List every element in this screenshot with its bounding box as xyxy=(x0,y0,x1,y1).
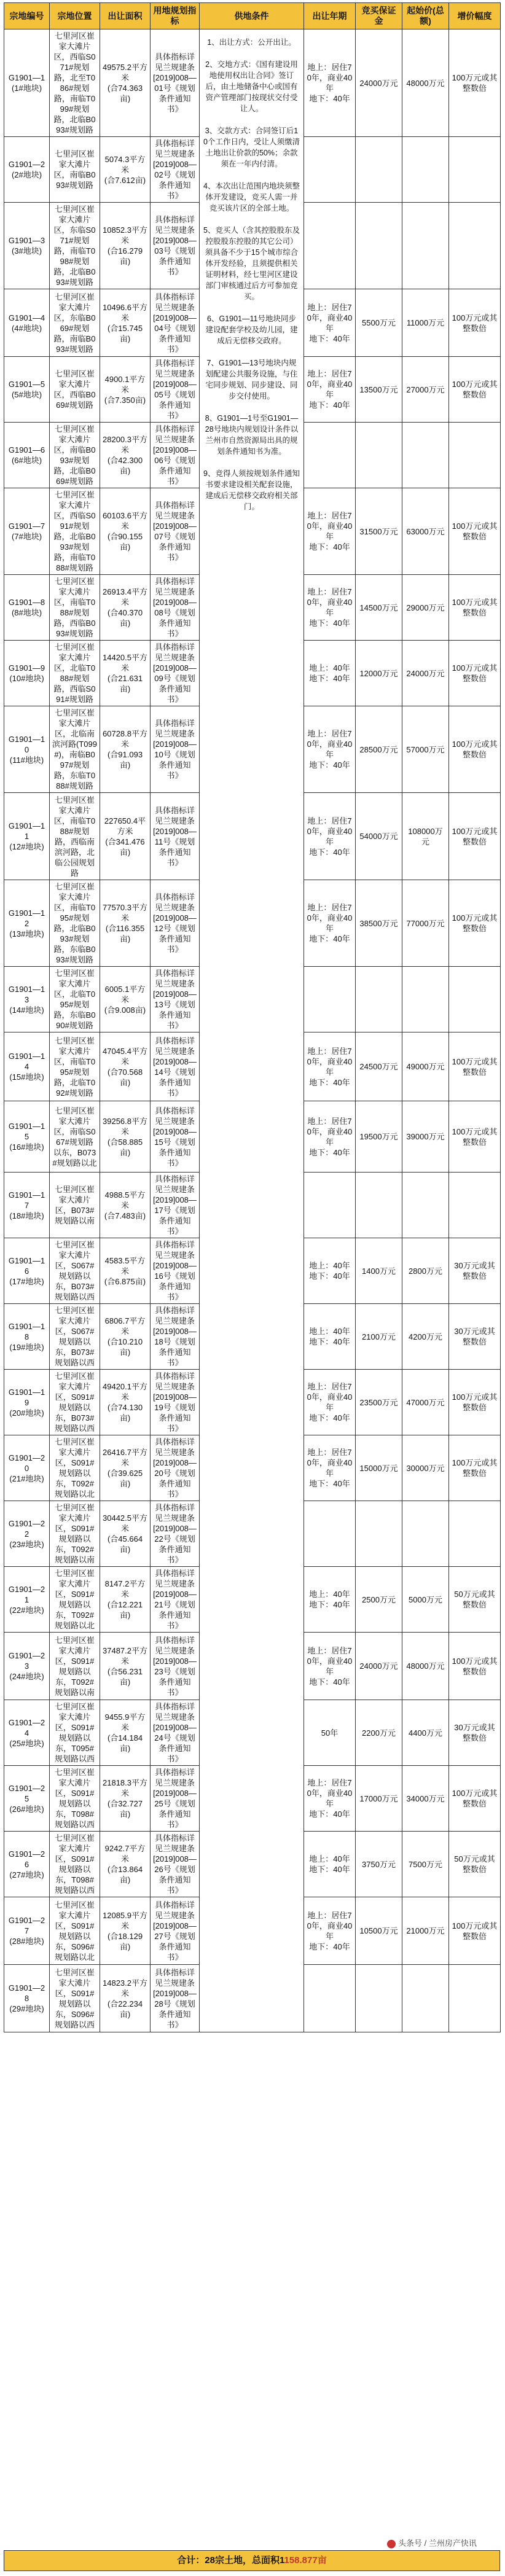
cell-deposit: 24000万元 xyxy=(356,1633,402,1700)
cell-id: G1901—19 (20#地块) xyxy=(4,1370,50,1435)
cell-area: 14420.5平方米 (合21.631亩) xyxy=(100,641,151,706)
header-cell: 出让面积 xyxy=(100,3,151,29)
header-cell: 起始价(总额) xyxy=(402,3,449,29)
cell-term: 地上：40年 地下：40年 xyxy=(304,1832,356,1897)
cell-step: 100万元或其整数倍 xyxy=(449,880,501,967)
cell-deposit xyxy=(356,1501,402,1567)
cell-step: 30万元或其整数倍 xyxy=(449,1700,501,1766)
cell-plan: 具体指标详见兰规建条[2019]008—27号《规划条件通知书》 xyxy=(151,1897,200,1965)
header-row xyxy=(4,3,501,29)
cell-step xyxy=(449,423,501,488)
cell-term: 地上：居住70年，商业40年 地下：40年 xyxy=(304,793,356,880)
cell-step xyxy=(449,967,501,1032)
cell-id: G1901—27 (28#地块) xyxy=(4,1897,50,1965)
cell-loc: 七里河区崔家大滩片区，S091#规划路以东，T092#规划路以南 xyxy=(50,1501,100,1567)
cell-step: 100万元或其整数倍 xyxy=(449,793,501,880)
cell-price: 4400万元 xyxy=(402,1700,449,1766)
cell-deposit: 10500万元 xyxy=(356,1897,402,1965)
cell-id: G1901—11 (12#地块) xyxy=(4,793,50,880)
cell-plan: 具体指标详见兰规建条[2019]008—02号《规划条件通知书》 xyxy=(151,137,200,203)
cell-term xyxy=(304,967,356,1032)
cell-term xyxy=(304,1173,356,1238)
cell-loc: 七里河区崔家大滩片区，北临南滨河路(T099#)，南临B097#规划路，东临T088#规划路 xyxy=(50,706,100,793)
cell-price: 11000万元 xyxy=(402,289,449,357)
cell-price xyxy=(402,423,449,488)
cell-price: 2800万元 xyxy=(402,1238,449,1304)
cell-area: 9455.9平方米 (合14.184亩) xyxy=(100,1700,151,1766)
cell-id: G1901—21 (22#地块) xyxy=(4,1567,50,1633)
cell-plan: 具体指标详见兰规建条[2019]008—23号《规划条件通知书》 xyxy=(151,1633,200,1700)
cell-plan: 具体指标详见兰规建条[2019]008—12号《规划条件通知书》 xyxy=(151,880,200,967)
cell-area: 4583.5平方米 (合6.875亩) xyxy=(100,1238,151,1304)
cell-price: 29000万元 xyxy=(402,575,449,641)
cell-plan: 具体指标详见兰规建条[2019]008—13号《规划条件通知书》 xyxy=(151,967,200,1032)
cell-deposit: 2100万元 xyxy=(356,1304,402,1370)
header-cell: 宗地编号 xyxy=(4,3,50,29)
cell-loc: 七里河区崔家大滩片区，南临T088#规划路，西临南滨河路，北临公园规划路 xyxy=(50,793,100,880)
cell-step: 100万元或其整数倍 xyxy=(449,1370,501,1435)
cell-price xyxy=(402,203,449,289)
cell-area: 47045.4平方米 (合70.568亩) xyxy=(100,1032,151,1101)
cell-area: 4900.1平方米 (合7.350亩) xyxy=(100,357,151,423)
cell-step: 100万元或其整数倍 xyxy=(449,357,501,423)
cell-deposit: 38500万元 xyxy=(356,880,402,967)
cell-price: 34000万元 xyxy=(402,1766,449,1832)
cell-loc: 七里河区崔家大滩片区，南临S067#规划路以东，B073#规划路以北 xyxy=(50,1101,100,1173)
cell-price: 4200万元 xyxy=(402,1304,449,1370)
cell-plan: 具体指标详见兰规建条[2019]008—24号《规划条件通知书》 xyxy=(151,1700,200,1766)
cell-term: 地上：居住70年，商业40年 地下：40年 xyxy=(304,1101,356,1173)
cell-area: 39256.8平方米 (合58.885亩) xyxy=(100,1101,151,1173)
cell-price: 5000万元 xyxy=(402,1567,449,1633)
cell-loc: 七里河区崔家大滩片区，东临B069#规划路，南临B093#规划路 xyxy=(50,289,100,357)
cell-id: G1901—13 (14#地块) xyxy=(4,967,50,1032)
cell-area: 21818.3平方米 (合32.727亩) xyxy=(100,1766,151,1832)
cell-area: 49420.1平方米 (合74.130亩) xyxy=(100,1370,151,1435)
cell-deposit: 5500万元 xyxy=(356,289,402,357)
cell-id: G1901—5 (5#地块) xyxy=(4,357,50,423)
cell-id: G1901—12 (13#地块) xyxy=(4,880,50,967)
cell-price: 27000万元 xyxy=(402,357,449,423)
cell-price: 47000万元 xyxy=(402,1370,449,1435)
header-cell: 增价幅度 xyxy=(449,3,501,29)
cell-step xyxy=(449,1173,501,1238)
cell-plan: 具体指标详见兰规建条[2019]008—09号《规划条件通知书》 xyxy=(151,641,200,706)
toutiao-logo-icon xyxy=(387,2540,396,2548)
cell-deposit: 24500万元 xyxy=(356,1032,402,1101)
header-cell: 竞买保证金 xyxy=(356,3,402,29)
cell-loc: 七里河区崔家大滩片区，西临S091#规划路，北临B093#规划路，南临T088#规划路 xyxy=(50,488,100,575)
cell-deposit xyxy=(356,203,402,289)
cell-price: 39000万元 xyxy=(402,1101,449,1173)
cell-term xyxy=(304,1501,356,1567)
header-cell: 供地条件 xyxy=(200,3,304,29)
cell-id: G1901—6 (6#地块) xyxy=(4,423,50,488)
cell-plan: 具体指标详见兰规建条[2019]008—10号《规划条件通知书》 xyxy=(151,706,200,793)
cell-term: 地上：居住70年，商业40年 地下：40年 xyxy=(304,1897,356,1965)
cell-step: 50万元或其整数倍 xyxy=(449,1832,501,1897)
cell-plan: 具体指标详见兰规建条[2019]008—03号《规划条件通知书》 xyxy=(151,203,200,289)
cell-price xyxy=(402,137,449,203)
cell-area: 26416.7平方米 (合39.625亩) xyxy=(100,1435,151,1501)
cell-plan: 具体指标详见兰规建条[2019]008—25号《规划条件通知书》 xyxy=(151,1766,200,1832)
cell-area: 227650.4平方米 (合341.476亩) xyxy=(100,793,151,880)
cell-id: G1901—25 (26#地块) xyxy=(4,1766,50,1832)
cell-term: 地上：居住70年，商业40年 地下：40年 xyxy=(304,488,356,575)
cell-deposit: 28500万元 xyxy=(356,706,402,793)
supply-conditions-cell: 1、出让方式：公开出让。 2、交地方式：《国有建设用地使用权出让合同》签订后，由土地储备中心或国有资产管理部门按现状交付受让人。 3、交款方式：合同签订后10个工作日内，受让人须缴清土地出让价款的50%；余款须在一年内付清。 4、本次出让范围内地块须整体开发建设，竞买人需一并竞买该片区的全部土地。 5、竞买人（含其控股股东及控股股东控股的其它公司）须具备不少于15个城市综合体开发经验，且须提供相关证明材料，经七里河区建设部门审核通过后方可参加竞买。 6、G1901—11号地块同步建设配套学校及幼儿园，建成后无偿移交政府。 7、G1901—13号地块内规划配建公共服务设施，与住宅同步规划、同步建设、同步交付使用。 8、G1901—1号至G1901—28号地块内规划设计条件以兰州市自然资源局出具的规划条件通知书为准。 9、竞得人须按规划条件通知书要求建设相关配套设施，建成后无偿移交政府相关部门。 xyxy=(200,29,304,2032)
cell-area: 77570.3平方米 (合116.355亩) xyxy=(100,880,151,967)
cell-loc: 七里河区崔家大滩片区，S091#规划路以东，S096#规划路以北 xyxy=(50,1897,100,1965)
cell-deposit: 13500万元 xyxy=(356,357,402,423)
cell-term: 50年 xyxy=(304,1700,356,1766)
cell-id: G1901—18 (19#地块) xyxy=(4,1304,50,1370)
cell-deposit: 1400万元 xyxy=(356,1238,402,1304)
cell-price: 49000万元 xyxy=(402,1032,449,1101)
cell-plan: 具体指标详见兰规建条[2019]008—05号《规划条件通知书》 xyxy=(151,357,200,423)
header-cell: 宗地位置 xyxy=(50,3,100,29)
cell-step: 100万元或其整数倍 xyxy=(449,575,501,641)
cell-step xyxy=(449,1965,501,2032)
cell-term: 地上：40年 地下：40年 xyxy=(304,1238,356,1304)
cell-term: 地上：居住70年，商业40年 地下：40年 xyxy=(304,1633,356,1700)
cell-loc: 七里河区崔家大滩片区，S091#规划路以东，T095#规划路以西 xyxy=(50,1700,100,1766)
cell-id: G1901—9 (10#地块) xyxy=(4,641,50,706)
cell-term: 地上：居住70年，商业40年 地下：40年 xyxy=(304,1766,356,1832)
cell-area: 49575.2平方米 (合74.363亩) xyxy=(100,29,151,137)
cell-term: 地上：居住70年，商业40年 地下：40年 xyxy=(304,1032,356,1101)
cell-step: 100万元或其整数倍 xyxy=(449,1633,501,1700)
cell-term: 地上：40年 地下：40年 xyxy=(304,1304,356,1370)
watermark xyxy=(383,2535,480,2550)
cell-step: 100万元或其整数倍 xyxy=(449,488,501,575)
cell-term: 地上：居住70年，商业40年 地下：40年 xyxy=(304,29,356,137)
cell-loc: 七里河区崔家大滩片区，S091#规划路以东，S096#规划路以西 xyxy=(50,1965,100,2032)
cell-id: G1901—17 (18#地块) xyxy=(4,1173,50,1238)
cell-deposit: 19500万元 xyxy=(356,1101,402,1173)
cell-id: G1901—3 (3#地块) xyxy=(4,203,50,289)
cell-step: 30万元或其整数倍 xyxy=(449,1304,501,1370)
cell-price: 21000万元 xyxy=(402,1897,449,1965)
cell-term xyxy=(304,203,356,289)
cell-loc: 七里河区崔家大滩片区，S091#规划路以东，B073#规划路以西 xyxy=(50,1370,100,1435)
cell-area: 12085.9平方米 (合18.129亩) xyxy=(100,1897,151,1965)
cell-term: 地上：居住70年，商业40年 地下：40年 xyxy=(304,706,356,793)
cell-area: 4988.5平方米 (合7.483亩) xyxy=(100,1173,151,1238)
cell-price: 48000万元 xyxy=(402,1633,449,1700)
cell-deposit xyxy=(356,967,402,1032)
cell-area: 5074.3平方米 (合7.612亩) xyxy=(100,137,151,203)
cell-id: G1901—4 (4#地块) xyxy=(4,289,50,357)
cell-plan: 具体指标详见兰规建条[2019]008—17号《规划条件通知书》 xyxy=(151,1173,200,1238)
cell-loc: 七里河区崔家大滩片区，S091#规划路以东，T092#规划路以北 xyxy=(50,1567,100,1633)
cell-price: 77000万元 xyxy=(402,880,449,967)
cell-area: 6005.1平方米 (合9.008亩) xyxy=(100,967,151,1032)
cell-area: 6806.7平方米 (合10.210亩) xyxy=(100,1304,151,1370)
total-area: 158.877亩 xyxy=(284,2555,327,2566)
cell-step xyxy=(449,1501,501,1567)
cell-id: G1901—10 (11#地块) xyxy=(4,706,50,793)
cell-deposit: 2500万元 xyxy=(356,1567,402,1633)
cell-area: 30442.5平方米 (合45.664亩) xyxy=(100,1501,151,1567)
cell-price: 7500万元 xyxy=(402,1832,449,1897)
cell-area: 26913.4平方米 (合40.370亩) xyxy=(100,575,151,641)
cell-step: 100万元或其整数倍 xyxy=(449,641,501,706)
cell-term xyxy=(304,1965,356,2032)
cell-loc: 七里河区崔家大滩片区，北临T095#规划路，东临B090#规划路 xyxy=(50,967,100,1032)
cell-loc: 七里河区崔家大滩片区，B073#规划路以南 xyxy=(50,1173,100,1238)
cell-term xyxy=(304,423,356,488)
cell-plan: 具体指标详见兰规建条[2019]008—11号《规划条件通知书》 xyxy=(151,793,200,880)
cell-id: G1901—26 (27#地块) xyxy=(4,1832,50,1897)
cell-step: 100万元或其整数倍 xyxy=(449,1032,501,1101)
cell-deposit: 17000万元 xyxy=(356,1766,402,1832)
cell-loc: 七里河区崔家大滩片区，S091#规划路以东，T098#规划路以西 xyxy=(50,1832,100,1897)
cell-loc: 七里河区崔家大滩片区，南临B093#规划路，北临B069#规划路 xyxy=(50,423,100,488)
cell-deposit: 15000万元 xyxy=(356,1435,402,1501)
cell-area: 10852.3平方米 (合16.279亩) xyxy=(100,203,151,289)
watermark-text: 头条号 / 兰州房产快讯 xyxy=(398,2539,477,2548)
cell-plan: 具体指标详见兰规建条[2019]008—14号《规划条件通知书》 xyxy=(151,1032,200,1101)
total-prefix: 合计：28宗土地，总面积1 xyxy=(177,2555,284,2566)
cell-plan: 具体指标详见兰规建条[2019]008—20号《规划条件通知书》 xyxy=(151,1435,200,1501)
cell-price xyxy=(402,1173,449,1238)
cell-term: 地上：居住70年，商业40年 地下：40年 xyxy=(304,357,356,423)
cell-term: 地上：居住70年，商业40年 地下：40年 xyxy=(304,880,356,967)
cell-price: 48000万元 xyxy=(402,29,449,137)
cell-loc: 七里河区崔家大滩片区，S091#规划路以东，T092#规划路以南 xyxy=(50,1633,100,1700)
cell-plan: 具体指标详见兰规建条[2019]008—15号《规划条件通知书》 xyxy=(151,1101,200,1173)
cell-deposit: 54000万元 xyxy=(356,793,402,880)
cell-term: 地上：40年 地下：40年 xyxy=(304,1567,356,1633)
cell-id: G1901—14 (15#地块) xyxy=(4,1032,50,1101)
cell-deposit: 3750万元 xyxy=(356,1832,402,1897)
cell-area: 14823.2平方米 (合22.234亩) xyxy=(100,1965,151,2032)
land-table xyxy=(4,2,501,2032)
cell-deposit xyxy=(356,1173,402,1238)
cell-plan: 具体指标详见兰规建条[2019]008—04号《规划条件通知书》 xyxy=(151,289,200,357)
cell-loc: 七里河区崔家大滩片区，南临T095#规划路，北临T092#规划路 xyxy=(50,1032,100,1101)
cell-term: 地上：40年 地下：40年 xyxy=(304,641,356,706)
cell-step: 100万元或其整数倍 xyxy=(449,289,501,357)
cell-plan: 具体指标详见兰规建条[2019]008—26号《规划条件通知书》 xyxy=(151,1832,200,1897)
cell-price xyxy=(402,967,449,1032)
cell-plan: 具体指标详见兰规建条[2019]008—21号《规划条件通知书》 xyxy=(151,1567,200,1633)
cell-loc: 七里河区崔家大滩片区，南临T095#规划路，北临B093#规划路，东临B093#规划路 xyxy=(50,880,100,967)
cell-id: G1901—2 (2#地块) xyxy=(4,137,50,203)
cell-loc: 七里河区崔家大滩片区，S091#规划路以东，T092#规划路以北 xyxy=(50,1435,100,1501)
cell-plan: 具体指标详见兰规建条[2019]008—22号《规划条件通知书》 xyxy=(151,1501,200,1567)
header-cell: 出让年期 xyxy=(304,3,356,29)
cell-id: G1901—7 (7#地块) xyxy=(4,488,50,575)
cell-plan: 具体指标详见兰规建条[2019]008—28号《规划条件通知书》 xyxy=(151,1965,200,2032)
cell-id: G1901—23 (24#地块) xyxy=(4,1633,50,1700)
cell-area: 10496.6平方米 (合15.745亩) xyxy=(100,289,151,357)
cell-step: 100万元或其整数倍 xyxy=(449,706,501,793)
total-summary xyxy=(4,2550,500,2571)
cell-loc: 七里河区崔家大滩片区，西临S071#规划路，北至T086#规划路，南临T099#规划路，北临B093#规划路 xyxy=(50,29,100,137)
cell-loc: 七里河区崔家大滩片区，南临T088#规划路，西临B093#规划路 xyxy=(50,575,100,641)
cell-deposit: 23500万元 xyxy=(356,1370,402,1435)
cell-deposit: 2200万元 xyxy=(356,1700,402,1766)
cell-step: 100万元或其整数倍 xyxy=(449,1897,501,1965)
cell-loc: 七里河区崔家大滩片区，S067#规划路以东，B073#规划路以西 xyxy=(50,1304,100,1370)
cell-price: 30000万元 xyxy=(402,1435,449,1501)
cell-id: G1901—22 (23#地块) xyxy=(4,1501,50,1567)
cell-step: 100万元或其整数倍 xyxy=(449,1766,501,1832)
cell-price xyxy=(402,1965,449,2032)
cell-loc: 七里河区崔家大滩片区，南临B093#规划路 xyxy=(50,137,100,203)
cell-loc: 七里河区崔家大滩片区，S067#规划路以东，B073#规划路以西 xyxy=(50,1238,100,1304)
cell-area: 9242.7平方米 (合13.864亩) xyxy=(100,1832,151,1897)
cell-area: 8147.2平方米 (合12.221亩) xyxy=(100,1567,151,1633)
cell-step: 100万元或其整数倍 xyxy=(449,1435,501,1501)
cell-plan: 具体指标详见兰规建条[2019]008—01号《规划条件通知书》 xyxy=(151,29,200,137)
cell-deposit: 14500万元 xyxy=(356,575,402,641)
cell-area: 37487.2平方米 (合56.231亩) xyxy=(100,1633,151,1700)
cell-step: 100万元或其整数倍 xyxy=(449,29,501,137)
cell-term: 地上：居住70年，商业40年 地下：40年 xyxy=(304,1370,356,1435)
header-cell: 用地规划指标 xyxy=(151,3,200,29)
cell-deposit: 24000万元 xyxy=(356,29,402,137)
cell-step xyxy=(449,137,501,203)
cell-plan: 具体指标详见兰规建条[2019]008—19号《规划条件通知书》 xyxy=(151,1370,200,1435)
cell-plan: 具体指标详见兰规建条[2019]008—06号《规划条件通知书》 xyxy=(151,423,200,488)
cell-loc: 七里河区崔家大滩片区，西临B069#规划路 xyxy=(50,357,100,423)
cell-step: 100万元或其整数倍 xyxy=(449,1101,501,1173)
cell-deposit xyxy=(356,137,402,203)
cell-area: 28200.3平方米 (合42.300亩) xyxy=(100,423,151,488)
cell-plan: 具体指标详见兰规建条[2019]008—16号《规划条件通知书》 xyxy=(151,1238,200,1304)
cell-id: G1901—15 (16#地块) xyxy=(4,1101,50,1173)
cell-loc: 七里河区崔家大滩片区，S091#规划路以东，T098#规划路以西 xyxy=(50,1766,100,1832)
cell-term: 地上：居住70年，商业40年 地下：40年 xyxy=(304,289,356,357)
cell-deposit xyxy=(356,1965,402,2032)
table-row xyxy=(4,29,501,137)
cell-step xyxy=(449,203,501,289)
cell-id: G1901—1 (1#地块) xyxy=(4,29,50,137)
cell-price: 24000万元 xyxy=(402,641,449,706)
cell-area: 60103.6平方米 (合90.155亩) xyxy=(100,488,151,575)
cell-plan: 具体指标详见兰规建条[2019]008—08号《规划条件通知书》 xyxy=(151,575,200,641)
cell-step: 30万元或其整数倍 xyxy=(449,1238,501,1304)
cell-price: 108000万元 xyxy=(402,793,449,880)
cell-price: 63000万元 xyxy=(402,488,449,575)
cell-deposit xyxy=(356,423,402,488)
cell-id: G1901—16 (17#地块) xyxy=(4,1238,50,1304)
cell-deposit: 31500万元 xyxy=(356,488,402,575)
cell-step: 50万元或其整数倍 xyxy=(449,1567,501,1633)
cell-price xyxy=(402,1501,449,1567)
cell-id: G1901—20 (21#地块) xyxy=(4,1435,50,1501)
cell-loc: 七里河区崔家大滩片区，东临S071#规划路，南临T098#规划路，北临B093#规划路 xyxy=(50,203,100,289)
cell-area: 60728.8平方米 (合91.093亩) xyxy=(100,706,151,793)
cell-id: G1901—8 (8#地块) xyxy=(4,575,50,641)
cell-plan: 具体指标详见兰规建条[2019]008—18号《规划条件通知书》 xyxy=(151,1304,200,1370)
cell-deposit: 12000万元 xyxy=(356,641,402,706)
cell-term xyxy=(304,137,356,203)
cell-plan: 具体指标详见兰规建条[2019]008—07号《规划条件通知书》 xyxy=(151,488,200,575)
cell-term: 地上：居住70年，商业40年 地下：40年 xyxy=(304,575,356,641)
cell-price: 57000万元 xyxy=(402,706,449,793)
cell-term: 地上：居住70年，商业40年 地下：40年 xyxy=(304,1435,356,1501)
cell-id: G1901—28 (29#地块) xyxy=(4,1965,50,2032)
cell-id: G1901—24 (25#地块) xyxy=(4,1700,50,1766)
cell-loc: 七里河区崔家大滩片区，北临T088#规划路，西临S091#规划路 xyxy=(50,641,100,706)
